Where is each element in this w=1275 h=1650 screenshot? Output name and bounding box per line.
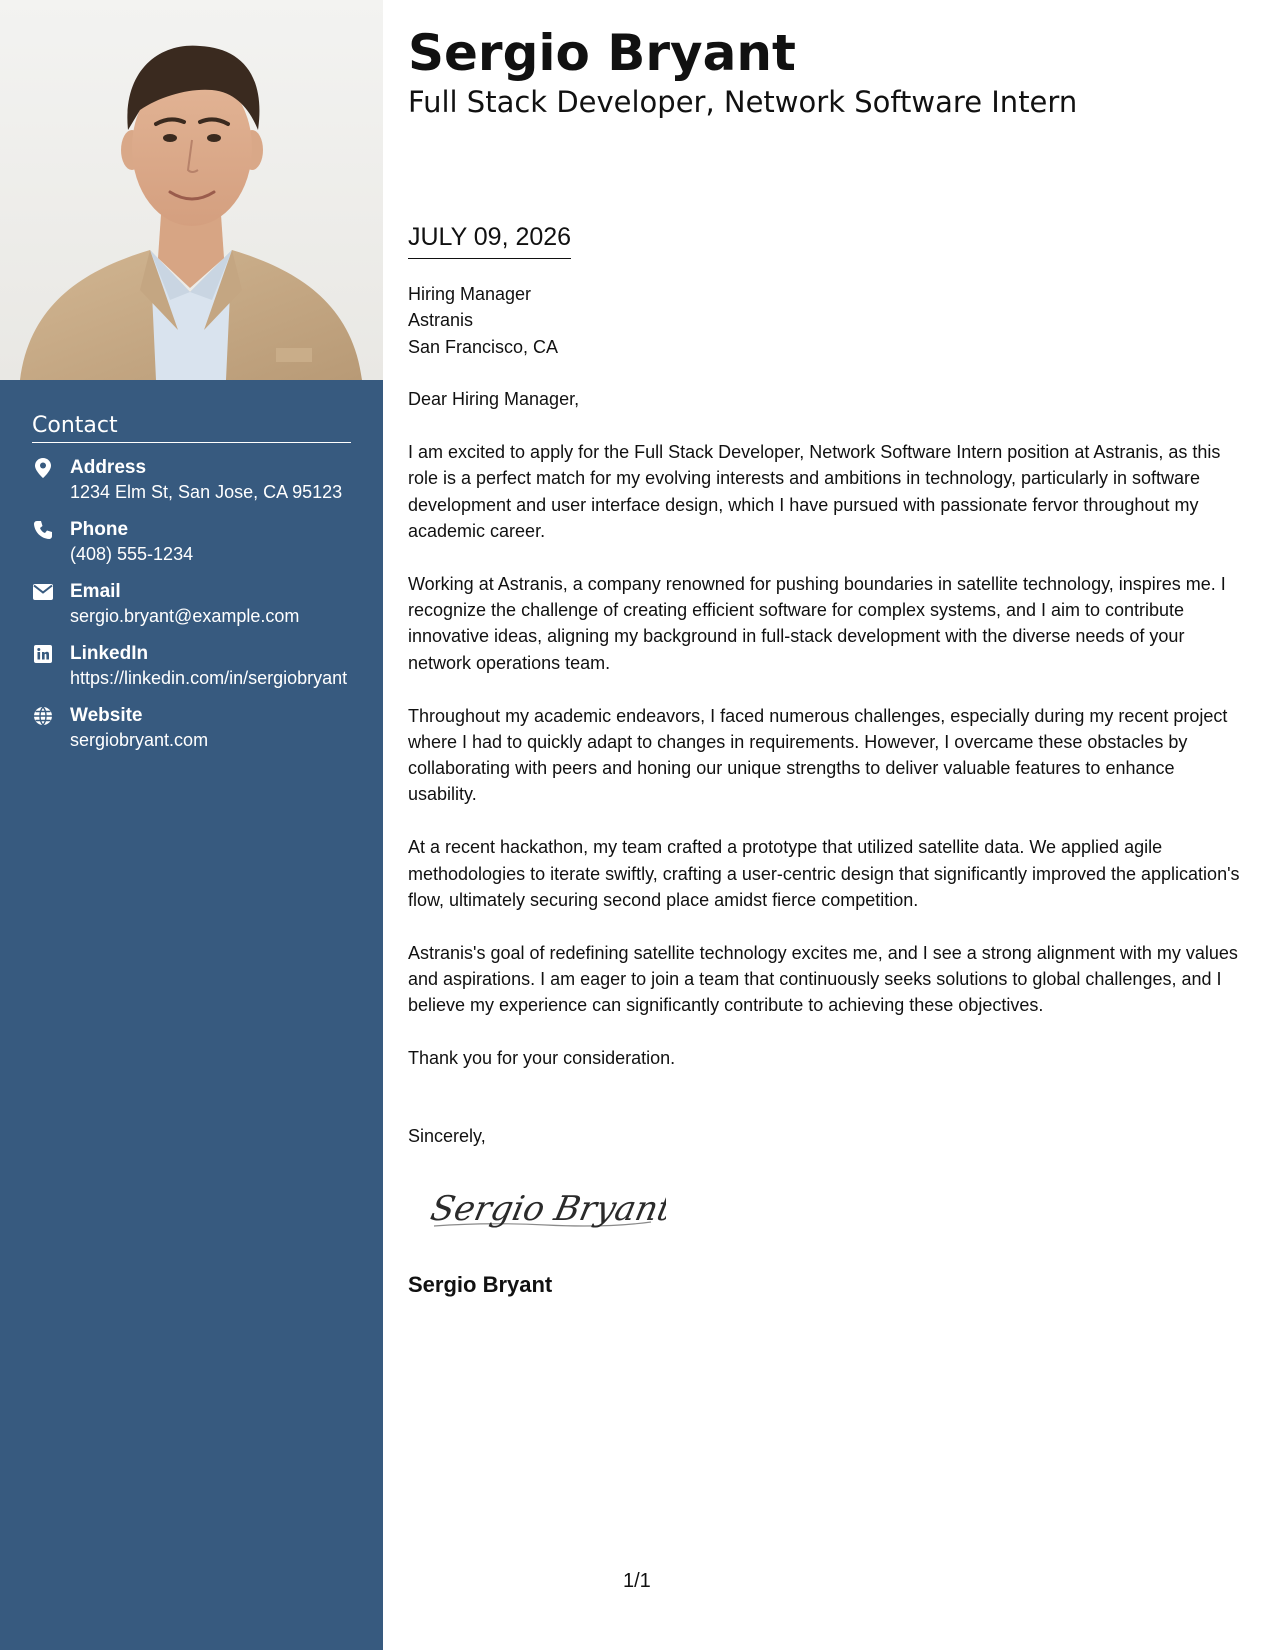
signature-image — [426, 1178, 666, 1242]
contact-linkedin — [32, 641, 351, 691]
body-paragraph: Thank you for your consideration. — [408, 1048, 676, 1069]
job-title: Full Stack Developer, Network Software Intern — [408, 85, 1078, 119]
website-label: Website — [70, 705, 143, 726]
profile-photo — [0, 0, 383, 380]
contact-section — [32, 412, 351, 765]
recipient-line: Astranis — [408, 310, 474, 331]
body-paragraph: Astranis's goal of redefining satellite technology excites me, and I see a strong alignment with my values and aspirations. I am eager to join a team that continuously seeks solutions to global challenges, and I believe my experience can significantly contribute to achieving these objectives. — [408, 942, 1238, 1016]
envelope-icon — [32, 581, 54, 603]
recipient-block — [408, 281, 1248, 360]
contact-phone — [32, 517, 351, 567]
email-label: Email — [70, 581, 121, 602]
contact-website — [32, 703, 351, 753]
page-number: 1/1 — [623, 1570, 651, 1592]
signed-name: Sergio Bryant — [408, 1272, 553, 1297]
recipient-line: San Francisco, CA — [408, 336, 559, 357]
linkedin-label: LinkedIn — [70, 643, 149, 664]
phone-label: Phone — [70, 519, 129, 540]
salutation: Dear Hiring Manager, — [408, 389, 580, 410]
applicant-name: Sergio Bryant — [408, 24, 796, 82]
recipient-line: Hiring Manager — [408, 284, 532, 304]
contact-address — [32, 455, 351, 505]
address-value: 1234 Elm St, San Jose, CA 95123 — [70, 482, 343, 502]
address-label: Address — [70, 457, 147, 478]
closing: Sincerely, — [408, 1126, 486, 1147]
phone-icon — [32, 519, 54, 541]
linkedin-link[interactable]: https://linkedin.com/in/sergiobryant — [70, 668, 348, 688]
email-link[interactable]: sergio.bryant@example.com — [70, 606, 300, 626]
linkedin-icon — [32, 643, 54, 665]
map-pin-icon — [32, 457, 54, 479]
contact-heading: Contact — [32, 412, 351, 443]
body-paragraph: At a recent hackathon, my team crafted a prototype that utilized satellite data. We applied agile methodologies to iterate swiftly, crafting a user-centric design that significantly improved the application's flow, ultimately securing second place amidst fierce competition. — [408, 837, 1240, 910]
body-paragraph: Throughout my academic endeavors, I faced numerous challenges, especially during my recent project where I had to quickly adapt to changes in requirements. However, I overcame these obstacles by collaborating with peers and honing our unique strengths to deliver valuable features to enhance usability. — [408, 705, 1228, 805]
letter-date: JULY 09, 2026 — [408, 222, 571, 259]
sidebar — [0, 0, 383, 1650]
letter-body — [408, 281, 1248, 1176]
phone-value[interactable]: (408) 555-1234 — [70, 544, 194, 564]
contact-email — [32, 579, 351, 629]
website-link[interactable]: sergiobryant.com — [70, 730, 209, 750]
body-paragraph: Working at Astranis, a company renowned for pushing boundaries in satellite technology, inspires me. I recognize the challenge of creating efficient software for complex systems, and I aim to contribute innovative ideas, aligning my background in full-stack development with the diverse needs of your network operations team. — [408, 573, 1226, 673]
signature-text: Sergio Bryant — [427, 1189, 666, 1229]
body-paragraph: I am excited to apply for the Full Stack Developer, Network Software Intern position at Astranis, as this role is a perfect match for my evolving interests and ambitions in technology, particularly in software development and user interface design, which I have pursued with passionate fervor throughout my academic career. — [408, 442, 1221, 542]
globe-icon — [32, 705, 54, 727]
